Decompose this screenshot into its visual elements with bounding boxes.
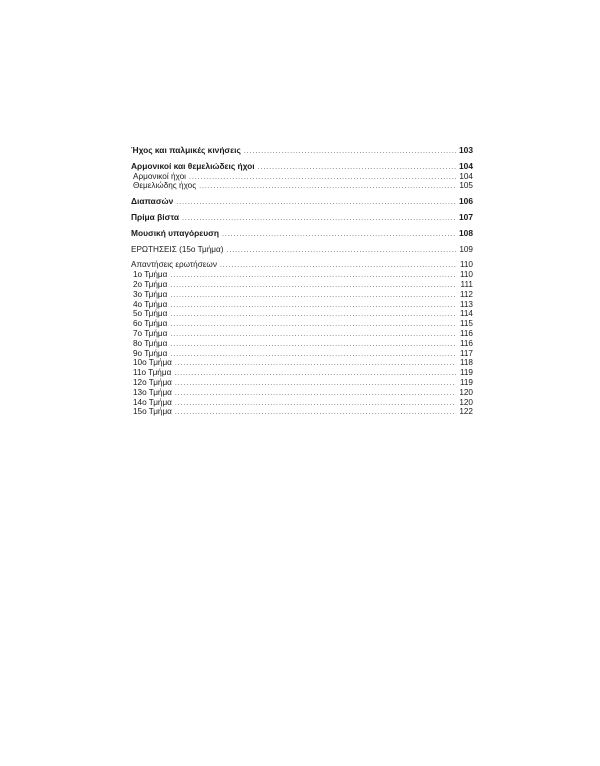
toc-entry-title: Θεμελιώδης ήχος	[133, 181, 197, 191]
toc-entry-page: 117	[459, 348, 473, 358]
toc-entry-title: Απαντήσεις ερωτήσεων	[131, 260, 217, 270]
toc-entry-page: 113	[459, 299, 473, 309]
toc-entry[interactable]	[131, 368, 473, 378]
toc-entry[interactable]	[131, 181, 473, 191]
toc-entry-title: ΕΡΩΤΗΣΕΙΣ (15ο Τμήμα)	[131, 244, 224, 254]
toc-entry[interactable]	[131, 349, 473, 359]
dot-leader	[170, 271, 456, 281]
toc-entry-page: 112	[459, 289, 473, 299]
dot-leader	[222, 230, 456, 240]
toc-entry-page: 109	[459, 244, 473, 254]
dot-leader	[170, 350, 456, 360]
dot-leader	[244, 147, 456, 157]
dot-leader	[174, 369, 456, 379]
dot-leader	[170, 330, 456, 340]
toc-entry[interactable]	[131, 300, 473, 310]
toc-entry-page: 118	[459, 358, 473, 368]
toc-entry[interactable]	[131, 213, 473, 223]
toc-entry-title: 13ο Τμήμα	[133, 387, 172, 397]
dot-leader	[175, 389, 456, 399]
dot-leader	[170, 320, 456, 330]
toc-entry-page: 110	[459, 260, 473, 270]
toc-entry-title: 4ο Τμήμα	[133, 299, 168, 309]
toc-entry-title: Αρμονικοί και θεμελιώδεις ήχοι	[131, 160, 255, 171]
toc-entry[interactable]	[131, 197, 473, 207]
toc-entry-title: 9ο Τμήμα	[133, 348, 168, 358]
toc-entry-page: 119	[459, 368, 473, 378]
toc-entry[interactable]	[131, 245, 473, 255]
toc-entry-page: 106	[459, 196, 473, 207]
dot-leader	[199, 182, 456, 192]
toc-entry-title: 15ο Τμήμα	[133, 407, 172, 417]
toc-entry[interactable]	[131, 378, 473, 388]
toc-entry[interactable]	[131, 398, 473, 408]
toc-entry-page: 107	[459, 211, 473, 222]
toc-entry-title: Πρίμα βίστα	[131, 211, 179, 222]
toc-entry-title: 6ο Τμήμα	[133, 319, 168, 329]
toc-entry[interactable]	[131, 280, 473, 290]
toc-entry-title: 14ο Τμήμα	[133, 397, 172, 407]
toc-entry-title: Αρμονικοί ήχοι	[133, 171, 186, 181]
toc-entry-page: 119	[459, 377, 473, 387]
toc-entry-page: 110	[459, 270, 473, 280]
toc-entry-page: 120	[459, 397, 473, 407]
dot-leader	[182, 214, 456, 224]
toc-entry[interactable]	[131, 146, 473, 156]
toc-entry-page: 104	[459, 171, 473, 181]
dot-leader	[226, 246, 456, 256]
toc-entry[interactable]	[131, 407, 473, 417]
toc-entry[interactable]	[131, 172, 473, 182]
toc-entry-title: Μουσική υπαγόρευση	[131, 227, 219, 238]
toc-entry-title: Διαπασών	[131, 196, 174, 207]
toc-entry-title: 12ο Τμήμα	[133, 377, 172, 387]
toc-entry[interactable]	[131, 229, 473, 239]
toc-entry-page: 120	[459, 387, 473, 397]
dot-leader	[170, 310, 456, 320]
toc-entry-title: 8ο Τμήμα	[133, 338, 168, 348]
toc-entry-title: 11ο Τμήμα	[133, 368, 172, 378]
toc-entry-page: 111	[460, 279, 473, 289]
dot-leader	[176, 198, 456, 208]
toc-entry-page: 105	[459, 181, 473, 191]
dot-leader	[170, 291, 456, 301]
toc-entry[interactable]	[131, 260, 473, 270]
toc-entry-page: 115	[459, 319, 473, 329]
toc-entry[interactable]	[131, 290, 473, 300]
toc-entry[interactable]	[131, 309, 473, 319]
toc-entry-page: 122	[459, 407, 473, 417]
toc-entry-page: 116	[459, 338, 473, 348]
toc-entry[interactable]	[131, 270, 473, 280]
toc-entry-title: Ήχος και παλμικές κινήσεις	[131, 145, 241, 155]
toc-entry-page: 114	[459, 309, 473, 319]
dot-leader	[170, 281, 456, 291]
table-of-contents	[131, 146, 473, 417]
toc-entry-title: 5ο Τμήμα	[133, 309, 168, 319]
toc-entry[interactable]	[131, 339, 473, 349]
toc-entry[interactable]	[131, 329, 473, 339]
dot-leader	[175, 359, 456, 369]
toc-entry[interactable]	[131, 358, 473, 368]
toc-entry[interactable]	[131, 388, 473, 398]
toc-entry-title: 3ο Τμήμα	[133, 289, 168, 299]
dot-leader	[170, 301, 456, 311]
dot-leader	[175, 408, 456, 418]
dot-leader	[175, 399, 456, 409]
toc-entry[interactable]	[131, 319, 473, 329]
toc-entry-title: 10ο Τμήμα	[133, 358, 172, 368]
toc-entry[interactable]	[131, 162, 473, 172]
toc-entry-title: 7ο Τμήμα	[133, 328, 168, 338]
toc-entry-title: 2ο Τμήμα	[133, 279, 168, 289]
toc-entry-page: 103	[459, 145, 473, 155]
dot-leader	[175, 379, 456, 389]
toc-entry-title: 1ο Τμήμα	[133, 270, 168, 280]
dot-leader	[170, 340, 456, 350]
toc-entry-page: 116	[459, 328, 473, 338]
dot-leader	[189, 173, 456, 183]
toc-entry-page: 108	[459, 227, 473, 238]
dot-leader	[258, 163, 456, 173]
dot-leader	[220, 261, 456, 271]
toc-entry-page: 104	[459, 160, 473, 171]
